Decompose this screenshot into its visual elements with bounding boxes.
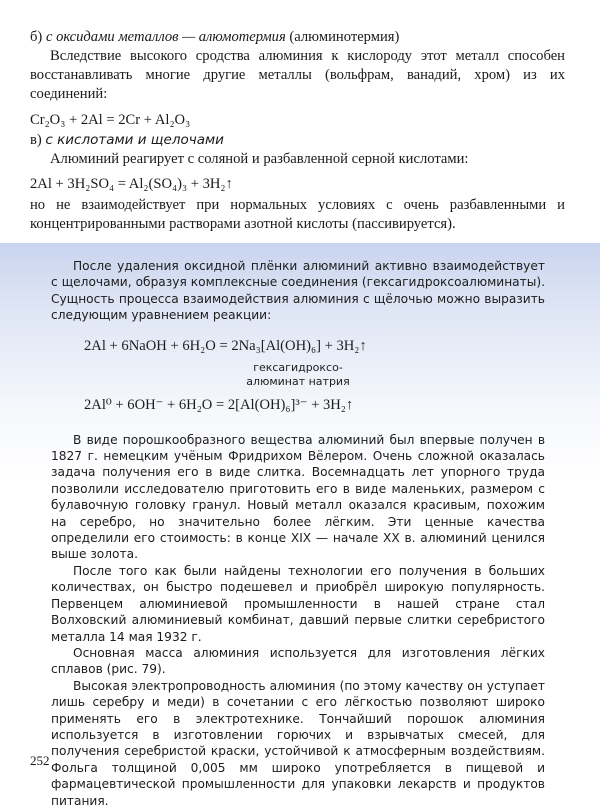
item-c-title: с кислотами и щелочами [45,132,224,148]
item-c-heading [30,131,565,150]
item-b-title: с оксидами металлов — алюмотермия [45,29,286,45]
paragraph-aluminothermy: Вследствие высокого сродства алюминия к кислороду этот металл способен восстанавливать многие другие металлы (вольфрам, ванадий, хром) из их соединений: [30,48,565,102]
equation-block-molecular [51,328,545,386]
item-b-heading [30,28,565,47]
equation-chromium: Cr₂O₃ + 2Al = 2Cr + Al₂O₃ [30,112,191,128]
item-c-prefix: в) [30,132,46,148]
equation-block-ionic [51,386,545,426]
equation-note-line1: гексагидроксо- [253,360,343,374]
paragraph-passivation: но не взаимодействует при нормальных условиях с очень разбавленными и концентрированными растворами азотной кислоты (пассивируется). [30,197,565,232]
info-box [51,258,545,809]
paragraph-history: В виде порошкообразного вещества алюминий был впервые получен в 1827 г. немецким учёным Фридрихом Вёлером. Очень сложной оказалась задача получения его в виде слитка. Восемнадцать лет упорного труда позволили исследователю приготовить его в виде маленьких, размером с булавочную головку гранул. Новый металл оказался красивым, похожим на серебро, но значительно более лёгким. Эти ценные качества определили его стоимость: в конце XIX — начале XX в. алюминий ценился выше золота. [51,432,545,562]
paragraph-acids: Алюминий реагирует с соляной и разбавленной серной кислотами: [50,151,469,167]
equation-sulfuric-acid: 2Al + 3H₂SO₄ = Al₂(SO₄)₃ + 3H₂↑ [30,176,233,192]
paragraph-alloys: Основная масса алюминия используется для изготовления лёгких сплавов (рис. 79). [51,645,545,677]
item-b-suffix: (алюминотермия) [285,29,400,45]
item-b-prefix: б) [30,29,46,45]
paragraph-alkali: После удаления оксидной плёнки алюминий активно взаимодействует с щелочами, образуя комплексные соединения (гексагидроксоалюминаты). Сущность процесса взаимодействия алюминия с щёлочью можно выразить следующим уравнением реакции: [51,259,545,323]
paragraph-electrical: Высокая электропроводность алюминия (по этому качеству он уступает лишь серебру и меди) в сочетании с его лёгкостью позволяют широко применять его в электротехнике. Тончайший порошок алюминия используется в изготовлении горючих и взрывчатых смесей, для получения серебристой краски, устойчивой к атмосферным воздействиям. Фольга толщиной 0,005 мм широко употребляется в пищевой и фармацевтической промышленности для упаковки лекарств и продуктов питания. [51,678,545,808]
page-number: 252 [30,753,50,768]
equation-note-line2: алюминат натрия [246,374,350,388]
equation-naoh: 2Al + 6NaOH + 6H₂O = 2Na₃[Al(OH)₆] + 3H₂↑ [84,337,367,354]
equation-ionic: 2Al⁰ + 6OH⁻ + 6H₂O = 2[Al(OH)₆]³⁻ + 3H₂↑ [84,396,354,413]
paragraph-industry: После того как были найдены технологии его получения в больших количествах, он быстро подешевел и приобрёл широкую популярность. Первенцем алюминиевой промышленности в нашей стране стал Волховский алюминиевый комбинат, давший первые слитки серебристого металла 14 мая 1932 г. [51,563,545,644]
main-text [30,28,565,234]
